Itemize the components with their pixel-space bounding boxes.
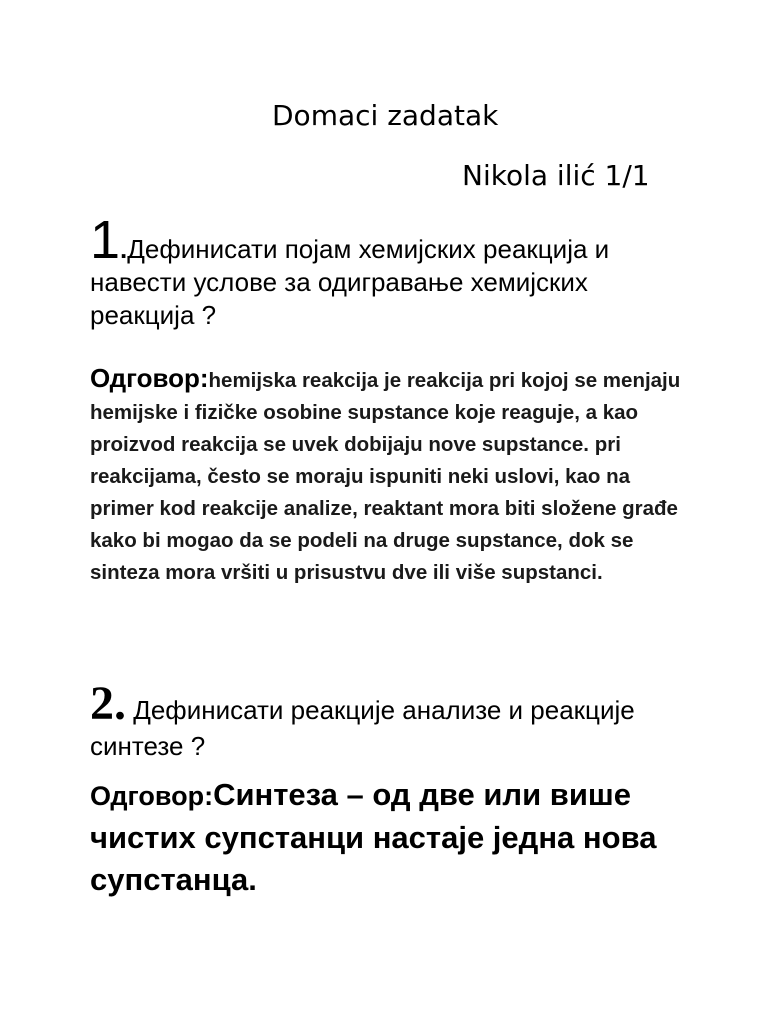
answer-2-label: Одговор: [90,781,214,811]
question-1-text: Дефинисати појам хемијских реакција и навести услове за одигравање хемијских реакција ? [90,234,610,330]
document-title: Domaci zadatak [272,99,499,132]
question-1-number-dot: . [120,234,128,264]
answer-1-label: Одговор: [90,363,209,393]
question-2-text: Дефинисати реакције анализе и реакције синтезе ? [90,695,635,761]
question-2-number: 2. [90,677,126,730]
answer-1-text: hemijska reakcija je reakcija pri kojoj se menjaju hemijske i fizičke osobine supstance koje reaguje, a kao proizvod reakcija se uvek dobijaju nove supstance. pri reakcijama, često se moraju ispuniti neki uslovi, kao na primer kod reakcije analize, reaktant mora biti složene građe kako bi mogao da se podeli na druge supstance, dok se sinteza mora vršiti u prisustvu dve ili više supstanci. [90,369,681,584]
author-line: Nikola ilić 1/1 [462,159,650,192]
question-1 [90,210,690,332]
answer-2-text: Синтеза – од две или више чистих супстанци настаје једна нова супстанца. [90,777,657,897]
answer-2 [90,774,690,901]
answer-1 [90,362,690,589]
question-2 [90,677,690,764]
question-1-number: 1 [90,210,121,270]
